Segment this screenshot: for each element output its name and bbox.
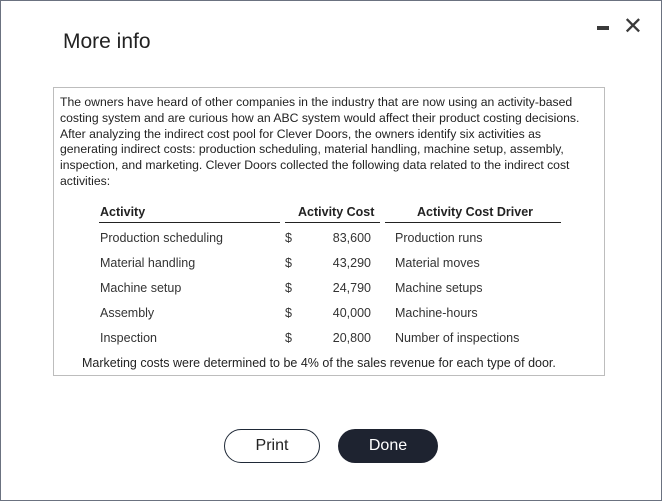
header-activity-cost-driver: Activity Cost Driver — [417, 205, 534, 219]
marketing-footnote: Marketing costs were determined to be 4% of the sales revenue for each type of door. — [82, 356, 556, 370]
row-cost: 43,290 — [332, 256, 371, 270]
table-row — [54, 306, 604, 324]
done-button[interactable]: Done — [338, 429, 438, 463]
description-paragraph: The owners have heard of other companies in the industry that are now using an activity-based costing system and are curious how an ABC system would affect their product costing decisions. After analyzing the indirect cost pool for Clever Doors, the owners identify six activities as generating indirect costs: production scheduling, material handling, machine setup, assembly, inspection, and marketing. Clever Doors collected the following data related to the indirect cost activities: — [60, 95, 580, 188]
row-cost: 83,600 — [332, 231, 371, 245]
header-underline-activity — [99, 222, 280, 223]
row-currency: $ — [285, 281, 292, 295]
table-header — [54, 205, 604, 223]
header-activity-cost: Activity Cost — [298, 205, 375, 219]
row-currency: $ — [285, 231, 292, 245]
header-underline-driver — [385, 222, 561, 223]
row-currency: $ — [285, 256, 292, 270]
close-icon[interactable]: ✕ — [622, 13, 643, 40]
row-cost: 24,790 — [332, 281, 371, 295]
row-driver: Machine-hours — [395, 306, 478, 320]
row-driver: Material moves — [395, 256, 480, 270]
header-activity: Activity — [100, 205, 146, 219]
row-currency: $ — [285, 331, 292, 345]
row-currency: $ — [285, 306, 292, 320]
row-driver: Number of inspections — [395, 331, 520, 345]
minimize-icon[interactable] — [597, 26, 609, 30]
info-box — [53, 87, 605, 376]
table-row — [54, 256, 604, 274]
header-underline-cost — [285, 222, 380, 223]
window-controls — [597, 15, 643, 39]
table-row — [54, 331, 604, 349]
print-button[interactable]: Print — [224, 429, 320, 463]
row-activity: Production scheduling — [100, 231, 223, 245]
table-row — [54, 281, 604, 299]
dialog-title: More info — [63, 30, 151, 53]
row-activity: Machine setup — [100, 281, 182, 295]
row-cost: 20,800 — [332, 331, 371, 345]
row-driver: Production runs — [395, 231, 483, 245]
table-row — [54, 231, 604, 249]
row-driver: Machine setups — [395, 281, 483, 295]
row-cost: 40,000 — [332, 306, 371, 320]
row-activity: Inspection — [100, 331, 157, 345]
row-activity: Assembly — [100, 306, 155, 320]
row-activity: Material handling — [100, 256, 196, 270]
